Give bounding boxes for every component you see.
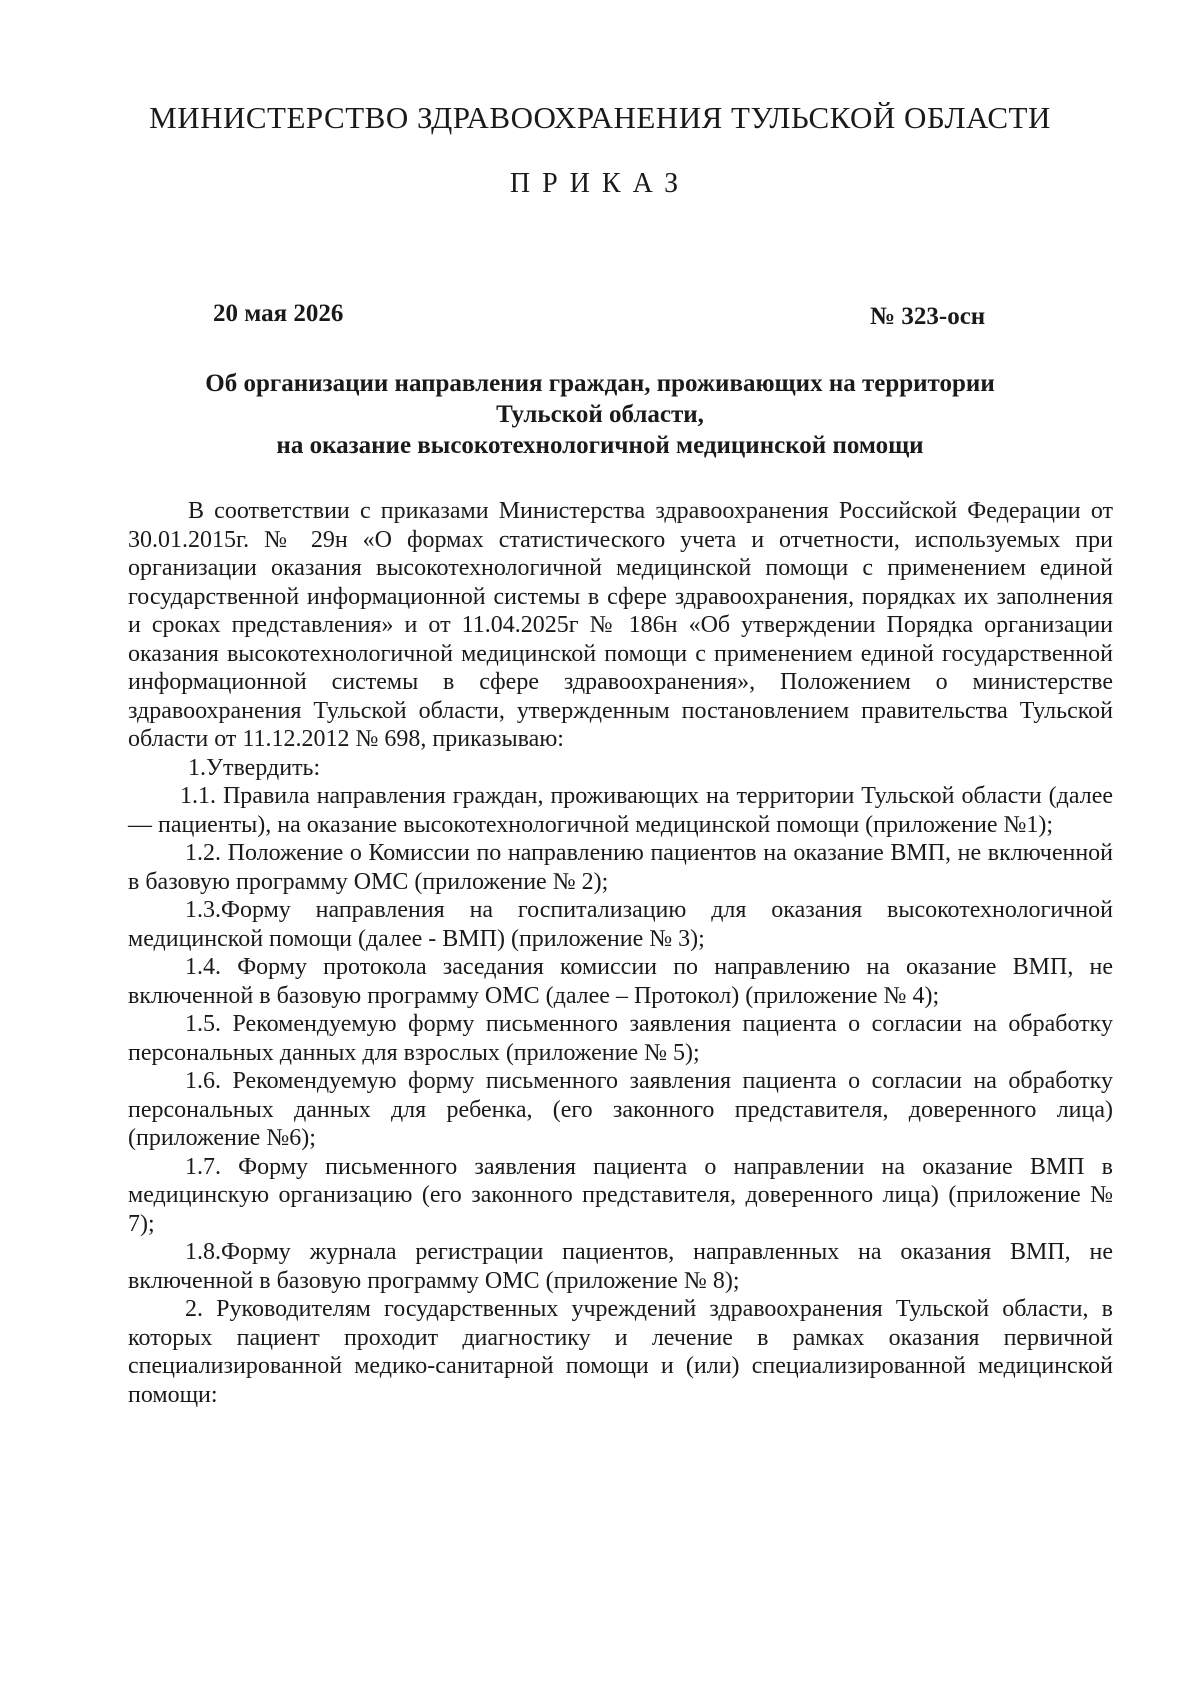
subject-line-2: Тульской области,	[496, 401, 704, 428]
order-date: 20 мая 2026	[213, 300, 344, 327]
item-1-2: 1.2. Положение о Комиссии по направлению пациентов на оказание ВМП, не включенной в базовую программу ОМС (приложение № 2);	[128, 840, 1113, 895]
item-1-3: 1.3.Форму направления на госпитализацию для оказания высокотехнологичной медицинской помощи (далее - ВМП) (приложение № 3);	[128, 897, 1113, 952]
item-1-8: 1.8.Форму журнала регистрации пациентов, направленных на оказания ВМП, не включенной в базовую программу ОМС (приложение № 8);	[128, 1239, 1113, 1294]
item-1-1: 1.1. Правила направления граждан, проживающих на территории Тульской области (далее — пациенты), на оказание высокотехнологичной медицинской помощи (приложение №1);	[128, 783, 1113, 838]
subject-line-1: Об организации направления граждан, проживающих на территории	[205, 370, 995, 397]
item-1-4: 1.4. Форму протокола заседания комиссии по направлению на оказание ВМП, не включенной в базовую программу ОМС (далее – Протокол) (приложение № 4);	[128, 954, 1113, 1009]
item-1-6: 1.6. Рекомендуемую форму письменного заявления пациента о согласии на обработку персональных данных для ребенка, (его законного представителя, доверенного лица) (приложение №6);	[128, 1068, 1113, 1151]
ministry-name: МИНИСТЕРСТВО ЗДРАВООХРАНЕНИЯ ТУЛЬСКОЙ ОБЛАСТИ	[149, 100, 1051, 135]
order-body	[128, 497, 1113, 1409]
subject-line-3: на оказание высокотехнологичной медицинской помощи	[276, 432, 924, 459]
order-number: № 323-осн	[870, 303, 986, 330]
item-1-7: 1.7. Форму письменного заявления пациента о направлении на оказание ВМП в медицинскую организацию (его законного представителя, доверенного лица) (приложение № 7);	[128, 1153, 1113, 1237]
preamble-paragraph: В соответствии с приказами Министерства здравоохранения Российской Федерации от 30.01.2015г. № 29н «О формах статистического учета и отчетности, используемых при организации оказания высокотехнологичной медицинской помощи с применением единой государственной информационной системы в сфере здравоохранения, порядках их заполнения и сроках представления» и от 11.04.2025г № 186н «Об утверждении Порядка организации оказания высокотехнологичной медицинской помощи с применением единой государственной информационной системы в сфере здравоохранения», Положением о министерстве здравоохранения Тульской области, утвержденным постановлением правительства Тульской области от 11.12.2012 № 698, приказываю:	[128, 498, 1113, 752]
document-type: ПРИКАЗ	[509, 168, 691, 199]
item-1-5: 1.5. Рекомендуемую форму письменного заявления пациента о согласии на обработку персональных данных для взрослых (приложение № 5);	[128, 1011, 1113, 1066]
order-subject	[120, 368, 1080, 461]
point-2: 2. Руководителям государственных учреждений здравоохранения Тульской области, в которых пациент проходит диагностику и лечение в рамках оказания первичной специализированной медико-санитарной помощи и (или) специализированной медицинской помощи:	[128, 1296, 1113, 1408]
point-1: 1.Утвердить:	[188, 754, 321, 781]
